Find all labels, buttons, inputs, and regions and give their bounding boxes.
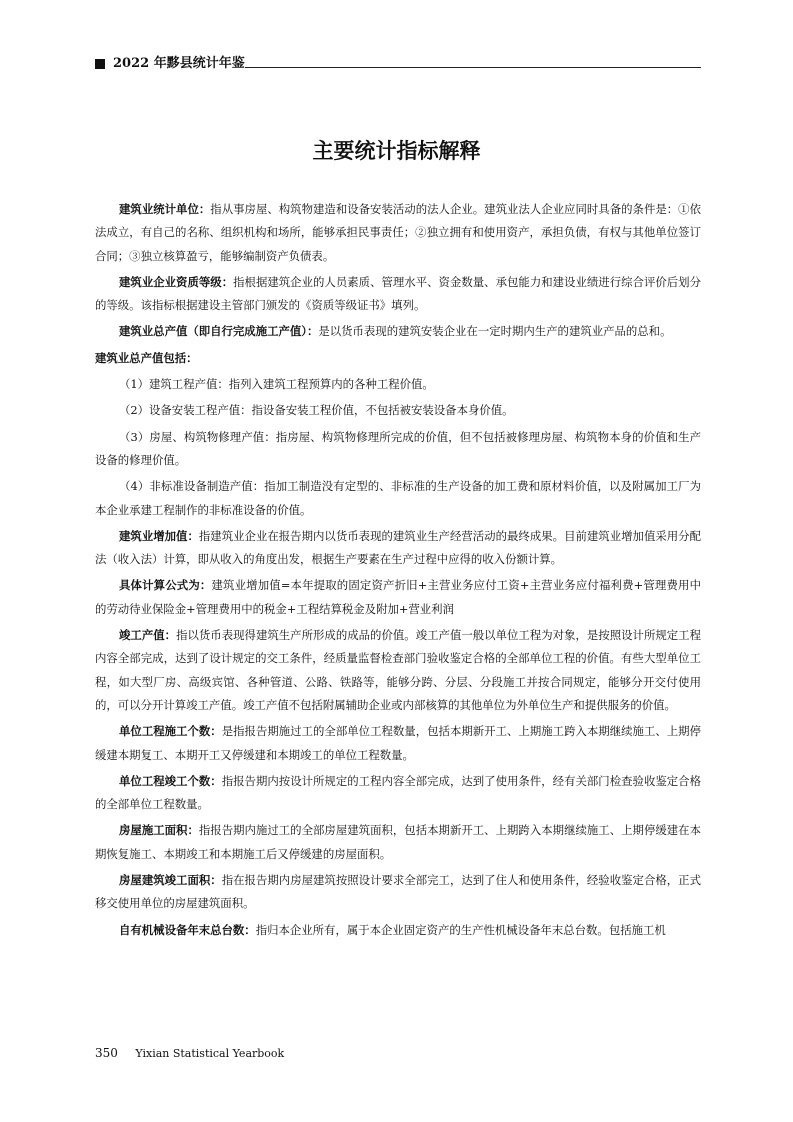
- paragraph: [95, 271, 701, 318]
- term: 具体计算公式为：: [119, 578, 212, 593]
- term: 房屋施工面积：: [119, 823, 199, 838]
- term: 建筑业增加值：: [119, 528, 199, 543]
- definition: 指在报告期内房屋建筑按照设计要求全部完工，达到了住人和使用条件，经验收鉴定合格，正式移交使用单位的房屋建筑面积。: [95, 873, 701, 911]
- paragraph: [95, 869, 701, 916]
- definition: 是以货币表现的建筑安装企业在一定时期内生产的建筑业产品的总和。: [318, 324, 672, 339]
- paragraph: [95, 198, 701, 268]
- paragraph: [95, 426, 701, 473]
- definition: 指以货币表现得建筑生产所形成的成品的价值。竣工产值一般以单位工程为对象，是按照设计所规定工程内容全部完成，达到了设计规定的交工条件，经质量监督检查部门验收鉴定合格的全部单位工程的价值。有些大型单位工程，如大型厂房、高级宾馆、各种管道、公路、铁路等，能够分跨、分层、分段施工并按合同规定，能够分开交付使用的，可以分开计算竣工产值。竣工产值不包括附属辅助企业或内部核算的其他单位为外单位生产和提供服务的价值。: [95, 628, 701, 712]
- term: 建筑业统计单位：: [119, 202, 211, 216]
- definition: 建筑业增加值=本年提取的固定资产折旧+主营业务应付工资+主营业务应付福利费+管理费用中的劳动待业保险金+管理费用中的税金+工程结算税金及附加+营业利润: [95, 578, 701, 616]
- term: 竣工产值：: [119, 628, 177, 643]
- definition: 指归本企业所有，属于本企业固定资产的生产性机械设备年末总台数。包括施工机: [255, 922, 666, 937]
- definition: 是指报告期施过工的全部单位工程数量，包括本期新开工、上期施工跨入本期继续施工、上期停缓建本期复工、本期开工又停缓建和本期竣工的单位工程数量。: [95, 724, 701, 762]
- page-number: 350: [95, 1046, 118, 1060]
- paragraph: [95, 720, 701, 767]
- page-footer: [95, 1046, 284, 1060]
- paragraph: [95, 525, 701, 572]
- header-rule: [245, 67, 701, 68]
- term: 房屋建筑竣工面积：: [119, 873, 222, 888]
- header-title: 2022 年黟县统计年鉴: [113, 56, 245, 71]
- paragraph: [95, 819, 701, 866]
- term: 单位工程竣工个数：: [119, 773, 222, 788]
- running-header: [95, 55, 701, 75]
- list-item: （2）设备安装工程产值：指设备安装工程价值，不包括被安装设备本身价值。: [119, 403, 514, 418]
- paragraph: [95, 373, 701, 396]
- paragraph: [95, 475, 701, 522]
- term: 单位工程施工个数：: [119, 724, 222, 739]
- list-item: （3）房屋、构筑物修理产值：指房屋、构筑物修理所完成的价值，但不包括被修理房屋、构筑物本身的价值和生产设备的修理价值。: [95, 429, 701, 467]
- list-item: （4）非标准设备制造产值：指加工制造没有定型的、非标准的生产设备的加工费和原材料价值，以及附属加工厂为本企业承建工程制作的非标准设备的价值。: [95, 479, 701, 517]
- definition: 指报告期内施过工的全部房屋建筑面积，包括本期新开工、上期跨入本期继续施工、上期停缓建在本期恢复施工、本期竣工和本期施工后又停缓建的房屋面积。: [95, 823, 701, 861]
- term: 建筑业企业资质等级：: [119, 274, 234, 289]
- paragraph: [95, 399, 701, 422]
- definition: 指报告期内按设计所规定的工程内容全部完成，达到了使用条件，经有关部门检查验收鉴定合格的全部单位工程数量。: [95, 773, 701, 812]
- body-text: [95, 198, 701, 945]
- paragraph: [95, 347, 701, 370]
- list-item: （1）建筑工程产值：指列入建筑工程预算内的各种工程价值。: [119, 377, 434, 392]
- paragraph: [95, 770, 701, 817]
- definition: 指建筑业企业在报告期内以货币表现的建筑业生产经营活动的最终成果。目前建筑业增加值采用分配法（收入法）计算，即从收入的角度出发，根据生产要素在生产过程中应得的收入份额计算。: [95, 528, 701, 567]
- header-square-mark: [95, 59, 105, 69]
- term: 自有机械设备年末总台数：: [119, 922, 256, 937]
- term: 建筑业总产值（即自行完成施工产值）：: [119, 324, 319, 339]
- footer-book-title: Yixian Statistical Yearbook: [135, 1047, 285, 1060]
- definition: 指从事房屋、构筑物建造和设备安装活动的法人企业。建筑业法人企业应同时具备的条件是：①依法成立，有自己的名称、组织机构和场所，能够承担民事责任；②独立拥有和使用资产，承担负债，有权与其他单位签订合同；③独立核算盈亏，能够编制资产负债表。: [95, 202, 701, 263]
- paragraph: [95, 320, 701, 343]
- paragraph: [95, 574, 701, 621]
- page-title: 主要统计指标解释: [312, 139, 481, 163]
- paragraph: [95, 624, 701, 717]
- definition: 指根据建筑企业的人员素质、管理水平、资金数量、承包能力和建设业绩进行综合评价后划分的等级。该指标根据建设主管部门颁发的《资质等级证书》填列。: [95, 274, 701, 313]
- term: 建筑业总产值包括：: [95, 350, 198, 365]
- paragraph: [95, 919, 701, 942]
